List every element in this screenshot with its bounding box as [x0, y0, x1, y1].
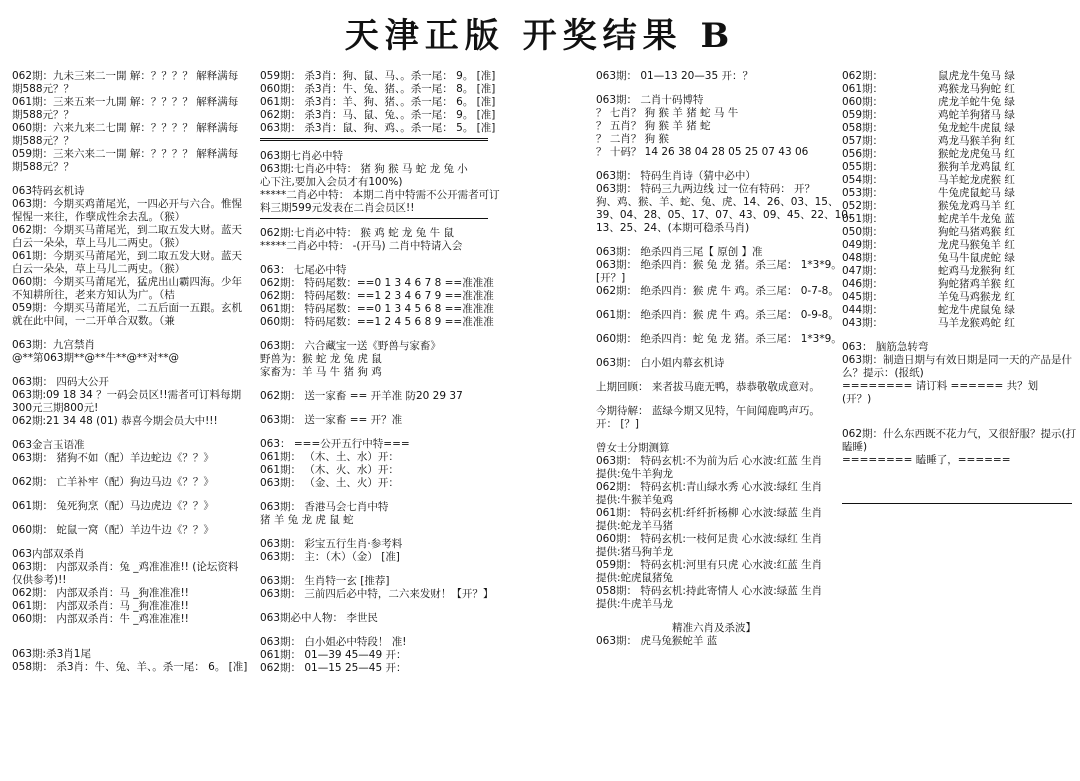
- text-line: 059期： 特码玄机:河里有只虎 心水波:红蓝 生肖: [596, 559, 823, 571]
- text-line: 就在此中间，一二开单合双数。（兼: [12, 315, 175, 327]
- text-line: 063期： 香港马会七肖中特: [260, 501, 389, 513]
- text-line: 062期： 特码尾数：==0 1 3 4 6 7 8 ==准准准: [260, 277, 494, 289]
- text-line: 063期： 白小姐必中特段！ 准!: [260, 636, 407, 648]
- text-line: 063期：九宫禁肖: [12, 339, 96, 351]
- period-label: 052期：: [842, 200, 884, 212]
- text-line: 060期： 特码玄机:一枝何足贵 心水波:绿红 生肖: [596, 533, 823, 545]
- period-label: 051期：: [842, 213, 884, 225]
- text-line: ？ 五肖？ 狗 猴 羊 猪 蛇: [596, 120, 711, 132]
- prediction-row: [842, 148, 1072, 161]
- spacer: [260, 564, 488, 575]
- text-line: 062期:21 34 48 (01) 恭喜今期会员大中!!!: [12, 415, 218, 427]
- period-label: 054期：: [842, 174, 884, 186]
- text-line: 063期： 生肖特一玄 [推荐]: [260, 575, 390, 587]
- text-line: 062期： 亡羊补牢（配）狗边马边《？？》: [12, 476, 214, 488]
- period-label: 043期：: [842, 317, 884, 329]
- zodiac-set: 狗蛇猪鸡羊猴 红: [938, 278, 1015, 290]
- text-line: 062期： 特码玄机:青山绿水秀 心水波:绿红 生肖: [596, 481, 823, 493]
- spacer: [260, 527, 488, 538]
- period-label: 050期：: [842, 226, 884, 238]
- prediction-row: [842, 226, 1072, 239]
- zodiac-set: 猴兔龙鸡马羊 红: [938, 200, 1015, 212]
- period-label: 049期：: [842, 239, 884, 251]
- spacer: [260, 490, 488, 501]
- text-line: 062期： 内部双杀肖：马 _狗准准准!!: [12, 587, 189, 599]
- text-line: 063期： 猪狗不如（配）羊边蛇边《？？》: [12, 452, 214, 464]
- text-line: 062期：今期买马莆尾光，到二取五发大财。蓝天: [12, 224, 243, 236]
- text-line: 063期： 特码三九两边线 过一位有特码： 开？: [596, 183, 816, 195]
- divider: [842, 503, 1072, 504]
- page-title: 天津正版 开奖结果 B: [344, 16, 736, 56]
- text-line: ======== 瞌睡了，======: [842, 454, 1011, 466]
- spacer: [596, 83, 832, 94]
- prediction-row: [842, 213, 1072, 226]
- text-line: 白云一朵朵，草上马儿二两史。（猴）: [12, 263, 186, 275]
- spacer: [260, 427, 488, 438]
- prediction-row: [842, 187, 1072, 200]
- prediction-row: [842, 317, 1072, 330]
- text-line: 061期： 特码玄机:纤纤折杨柳 心水波:绿蓝 生肖: [596, 507, 823, 519]
- spacer: [842, 467, 1072, 478]
- spacer: [596, 322, 832, 333]
- text-line: 期588元？？: [12, 135, 75, 147]
- spacer: [596, 346, 832, 357]
- zodiac-set: 猴蛇龙虎兔马 红: [938, 148, 1015, 160]
- text-line: 063期： 三前四后必中特，二六来发财！【开？】: [260, 588, 494, 600]
- text-line: 心下注,要加入会员才有100%): [260, 176, 403, 188]
- text-line: 060期： 蛇鼠一窝（配）羊边牛边《？？》: [12, 524, 214, 536]
- prediction-row: [842, 252, 1072, 265]
- zodiac-set: 羊兔马鸡猴龙 红: [938, 291, 1015, 303]
- text-line: 063期:09 18 34 ？一码会员区!!需者可订料每期: [12, 389, 242, 401]
- prediction-row: [842, 291, 1072, 304]
- period-label: 061期：: [842, 83, 884, 95]
- period-label: 046期：: [842, 278, 884, 290]
- text-line: [开？]: [596, 272, 626, 284]
- zodiac-set: 鸡龙马猴羊狗 红: [938, 135, 1015, 147]
- text-line: 063期： 特码玄机:不为前为后 心水波:红蓝 生肖: [596, 455, 823, 467]
- prediction-row: [842, 83, 1072, 96]
- text-line: 061期： 绝杀四肖：猴 虎 牛 鸡。杀三尾： 0-9-8。: [596, 309, 839, 321]
- prediction-row: [842, 278, 1072, 291]
- text-line: ？ 七肖？ 狗 猴 羊 猪 蛇 马 牛: [596, 107, 739, 119]
- text-line: 063： 七尾必中特: [260, 264, 347, 276]
- divider: [260, 138, 488, 141]
- text-line: 063期:杀3肖1尾: [12, 648, 91, 660]
- text-line: 062期： 01—15 25—45 开：: [260, 662, 407, 674]
- text-line: 063期： 01—13 20—35 开：？: [596, 70, 753, 82]
- spacer: [596, 394, 832, 405]
- prediction-row: [842, 265, 1072, 278]
- text-line: 063期： 二肖十码博特: [596, 94, 704, 106]
- period-label: 044期：: [842, 304, 884, 316]
- text-line: 精准六肖及杀波】: [672, 622, 756, 634]
- zodiac-set: 蛇虎羊牛龙兔 蓝: [938, 213, 1015, 225]
- text-line: 白云一朵朵，草上马儿二两史。（猴）: [12, 237, 186, 249]
- text-line: 058期： 特码玄机:持此寄情人 心水波:绿蓝 生肖: [596, 585, 823, 597]
- prediction-row: [842, 109, 1072, 122]
- text-line: 13、25、24、(本期可稳杀马肖): [596, 222, 750, 234]
- text-line: 063期： 主：（木）（金） [准]: [260, 551, 400, 563]
- text-line: 061期： 内部双杀肖：马 _狗准准准!!: [12, 600, 189, 612]
- zodiac-set: 蛇鸡马龙猴狗 红: [938, 265, 1015, 277]
- text-line: (开？): [842, 393, 872, 405]
- text-line: 063期： 送一家畜 == 开？准: [260, 414, 403, 426]
- zodiac-set: 鼠虎龙牛兔马 绿: [938, 70, 1015, 82]
- text-line: 062期：九未三来二一開 解：？？？？ 解释满每: [12, 70, 239, 82]
- spacer: [596, 611, 832, 622]
- text-line: 063期： 绝杀四肖三尾【 原创 】准: [596, 246, 763, 258]
- text-line: 063期：今期买鸡莆尾光，一四必开与六合。惟惺: [12, 198, 243, 210]
- text-line: 061期：今期买马莆尾光，到二取五发大财。蓝天: [12, 250, 243, 262]
- text-line: 料三期599元发表在二肖会员区!!: [260, 202, 415, 214]
- text-line: 狗、鸡、猴、羊、蛇、兔、虎、14、26、03、15、: [596, 196, 839, 208]
- text-line: 063期七肖必中特: [260, 150, 344, 162]
- prediction-row: [842, 122, 1072, 135]
- text-line: *****二肖必中特： -(开马) 二肖中特请入会: [260, 240, 463, 252]
- text-line: 提供:猪马狗羊龙: [596, 546, 674, 558]
- prediction-row: [842, 161, 1072, 174]
- period-label: 062期：: [842, 70, 884, 82]
- spacer: [12, 365, 248, 376]
- spacer: [12, 174, 248, 185]
- text-line: 300元三期800元!: [12, 402, 99, 414]
- text-line: 061期： （木、火、水）开：: [260, 464, 399, 476]
- text-line: 提供:牛猴羊兔鸡: [596, 494, 674, 506]
- spacer: [12, 328, 248, 339]
- zodiac-set: 猴狗羊龙鸡鼠 红: [938, 161, 1015, 173]
- text-line: 么？提示：(报纸): [842, 367, 924, 379]
- spacer: [842, 406, 1072, 417]
- period-label: 053期：: [842, 187, 884, 199]
- zodiac-set: 狗蛇马猪鸡猴 红: [938, 226, 1015, 238]
- text-line: @**第063期**@**牛**@**对**@: [12, 352, 180, 364]
- text-line: 瞌睡): [842, 441, 868, 453]
- text-line: 仅供参考)!!: [12, 574, 67, 586]
- spacer: [260, 601, 488, 612]
- zodiac-set: 马羊蛇龙虎猴 红: [938, 174, 1015, 186]
- column-2: [260, 70, 500, 675]
- spacer: [260, 625, 488, 636]
- text-line: 39、04、28、05、17、07、43、09、45、22、10、: [596, 209, 859, 221]
- text-line: 063期： 彩宝五行生肖·参考料: [260, 538, 403, 550]
- text-line: 期588元？？: [12, 83, 75, 95]
- text-line: 059期：今期买马莆尾光，二五后面一五跟。玄机: [12, 302, 243, 314]
- text-line: 063金言玉语准: [12, 439, 85, 451]
- spacer: [596, 298, 832, 309]
- text-line: 曾女士分期测算: [596, 442, 670, 454]
- text-line: 062期： 杀3肖：马、鼠、兔、。杀一尾： 9。 [准]: [260, 109, 496, 121]
- text-line: 061期：三来五来一九開 解：？？？？ 解释满每: [12, 96, 239, 108]
- spacer: [260, 379, 488, 390]
- spacer: [596, 370, 832, 381]
- text-line: 今期待解： 蓝绿今期又见特，午间闻鹿鸣声巧。: [596, 405, 820, 417]
- text-line: 063期： 杀3肖：鼠、狗、鸡、。杀一尾： 5。 [准]: [260, 122, 496, 134]
- spacer: [842, 417, 1072, 428]
- spacer: [596, 235, 832, 246]
- period-label: 057期：: [842, 135, 884, 147]
- prediction-row: [842, 239, 1072, 252]
- text-line: 063期： 虎马兔猴蛇羊 蓝: [596, 635, 718, 647]
- text-line: 061期： （木、土、水）开：: [260, 451, 399, 463]
- text-line: 060期： 内部双杀肖：牛 _鸡准准准!!: [12, 613, 189, 625]
- text-line: 063期必中人物： 李世民: [260, 612, 378, 624]
- text-line: 060期： 杀3肖：牛、兔、猪、。杀一尾： 8。 [准]: [260, 83, 496, 95]
- text-line: 060期：六来九来二七開 解：？？？？ 解释满每: [12, 122, 239, 134]
- spacer: [596, 159, 832, 170]
- text-line: 063： ===公开五行中特===: [260, 438, 410, 450]
- text-line: 063期： 白小姐内幕玄机诗: [596, 357, 725, 369]
- prediction-row: [842, 96, 1072, 109]
- text-line: 063期： 四码大公开: [12, 376, 109, 388]
- text-line: 060期： 特码尾数：==1 2 4 5 6 8 9 ==准准准: [260, 316, 494, 328]
- zodiac-set: 兔龙蛇牛虎鼠 绿: [938, 122, 1015, 134]
- spacer: [12, 465, 248, 476]
- spacer: [260, 329, 488, 340]
- text-line: 063期： 六合藏宝一送《野兽与家畜》: [260, 340, 441, 352]
- text-line: 060期： 绝杀四肖：蛇 兔 龙 猪。杀三尾： 1*3*9。: [596, 333, 842, 345]
- zodiac-set: 鸡猴龙马狗蛇 红: [938, 83, 1015, 95]
- text-line: 060期：今期买马莆尾光，猛虎出山霸四海。少年: [12, 276, 243, 288]
- spacer: [12, 637, 248, 648]
- text-line: 059期： 杀3肖：狗、鼠、马、。杀一尾： 9。 [准]: [260, 70, 496, 82]
- prediction-row: [842, 135, 1072, 148]
- text-line: 不知耕所往，老来方知认为广。（桔: [12, 289, 175, 301]
- text-line: 期588元？？: [12, 109, 75, 121]
- spacer: [842, 330, 1072, 341]
- text-line: 惺惺一来往，作孽成性余去乱。（猴）: [12, 211, 186, 223]
- spacer: [12, 537, 248, 548]
- text-line: 062期:七肖必中特： 猴 鸡 蛇 龙 兔 牛 鼠: [260, 227, 454, 239]
- text-line: 063特码玄机诗: [12, 185, 85, 197]
- text-line: *****二肖必中特： 本期二肖中特需不公开需者可订: [260, 189, 500, 201]
- period-label: 045期：: [842, 291, 884, 303]
- spacer: [12, 513, 248, 524]
- text-line: 上期回顾： 来者拔马鹿无鸭，恭恭敬敬成意对。: [596, 381, 820, 393]
- spacer: [12, 626, 248, 637]
- zodiac-set: 牛兔虎鼠蛇马 绿: [938, 187, 1015, 199]
- text-line: 提供:蛇龙羊马猪: [596, 520, 674, 532]
- spacer: [260, 253, 488, 264]
- text-line: 063内部双杀肖: [12, 548, 85, 560]
- text-line: 提供:蛇虎鼠猪兔: [596, 572, 674, 584]
- spacer: [260, 403, 488, 414]
- zodiac-set: 马羊龙猴鸡蛇 红: [938, 317, 1015, 329]
- text-line: ？ 二肖？ 狗 猴: [596, 133, 670, 145]
- text-line: 063期:七肖必中特： 猪 狗 猴 马 蛇 龙 兔 小: [260, 163, 468, 175]
- text-line: 063期：制造日期与有效日期是同一天的产品是什: [842, 354, 1073, 366]
- text-line: 猪 羊 兔 龙 虎 鼠 蛇: [260, 514, 354, 526]
- text-line: 063期： （金、土、火）开：: [260, 477, 399, 489]
- text-line: ？ 十码？ 14 26 38 04 28 05 25 07 43 06: [596, 146, 809, 158]
- text-line: 061期： 特码尾数：==0 1 3 4 5 6 8 ==准准准: [260, 303, 494, 315]
- period-label: 060期：: [842, 96, 884, 108]
- column-4: [842, 70, 1077, 506]
- text-line: 059期：三来六来二一開 解：？？？？ 解释满每: [12, 148, 239, 160]
- text-line: 062期： 特码尾数：==1 2 3 4 6 7 9 ==准准准: [260, 290, 494, 302]
- zodiac-set: 蛇龙牛虎鼠兔 绿: [938, 304, 1015, 316]
- zodiac-set: 虎龙羊蛇牛兔 绿: [938, 96, 1015, 108]
- period-label: 055期：: [842, 161, 884, 173]
- divider: [260, 218, 488, 219]
- spacer: [842, 489, 1072, 500]
- period-label: 048期：: [842, 252, 884, 264]
- text-line: 提供:兔牛羊狗龙: [596, 468, 674, 480]
- text-line: 062期： 绝杀四肖：猴 虎 牛 鸡。杀三尾： 0-7-8。: [596, 285, 839, 297]
- text-line: ======== 请订料 ====== 共？划: [842, 380, 1039, 392]
- zodiac-set: 龙虎马猴兔羊 红: [938, 239, 1015, 251]
- text-line: 061期： 杀3肖：羊、狗、猪、。杀一尾： 6。 [准]: [260, 96, 496, 108]
- spacer: [12, 428, 248, 439]
- text-line: 061期： 01—39 45—49 开：: [260, 649, 407, 661]
- prediction-row: [842, 70, 1072, 83]
- period-label: 047期：: [842, 265, 884, 277]
- column-1: [12, 70, 248, 674]
- spacer: [842, 478, 1072, 489]
- zodiac-set: 鸡蛇羊狗猪马 绿: [938, 109, 1015, 121]
- text-line: 063： 脑筋急转弯: [842, 341, 929, 353]
- text-line: 063期： 内部双杀肖：兔 _鸡准准准!! (论坛资料: [12, 561, 239, 573]
- text-line: 提供:牛虎羊马龙: [596, 598, 674, 610]
- prediction-row: [842, 200, 1072, 213]
- prediction-row: [842, 304, 1072, 317]
- period-label: 059期：: [842, 109, 884, 121]
- text-line: 期588元？？: [12, 161, 75, 173]
- text-line: 063期： 绝杀四肖：猴 兔 龙 猪。杀三尾： 1*3*9。: [596, 259, 842, 271]
- text-line: 062期：什么东西既不花力气，又很舒服？提示(打: [842, 428, 1077, 440]
- spacer: [596, 431, 832, 442]
- zodiac-set: 兔马牛鼠虎蛇 绿: [938, 252, 1015, 264]
- text-line: 063期： 特码生肖诗（猜中必中）: [596, 170, 756, 182]
- spacer: [12, 489, 248, 500]
- text-line: 开： [？]: [596, 418, 640, 430]
- text-line: 058期： 杀3肖：牛、兔、羊、。杀一尾： 6。 [准]: [12, 661, 248, 673]
- text-line: 061期： 兔死狗烹（配）马边虎边《？？》: [12, 500, 214, 512]
- text-line: 野兽为：猴 蛇 龙 兔 虎 鼠: [260, 353, 382, 365]
- period-label: 058期：: [842, 122, 884, 134]
- prediction-row: [842, 174, 1072, 187]
- period-label: 056期：: [842, 148, 884, 160]
- text-line: 家畜为：羊 马 牛 猪 狗 鸡: [260, 366, 382, 378]
- text-line: 062期： 送一家畜 == 开羊准 防20 29 37: [260, 390, 463, 402]
